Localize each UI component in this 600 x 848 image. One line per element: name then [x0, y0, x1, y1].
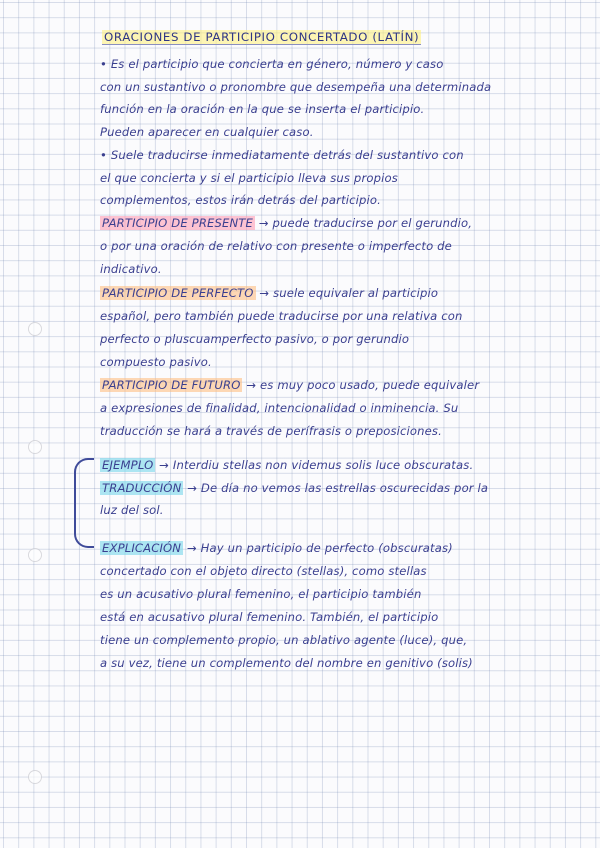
note-line: perfecto o pluscuamperfecto pasivo, o por gerundio: [100, 332, 410, 346]
translation-line: [100, 481, 488, 496]
example-text: → Interdiu stellas non videmus solis luce obscuratas.: [155, 458, 474, 472]
explanation-body-line: está en acusativo plural femenino. También, el participio: [100, 610, 439, 624]
note-line-heading: [100, 286, 438, 301]
note-line: traducción se hará a través de perífrasis o preposiciones.: [100, 424, 442, 438]
participle-type-label: PARTICIPIO DE PRESENTE: [102, 216, 254, 230]
example-label: EJEMPLO: [102, 458, 154, 472]
note-line-heading: [100, 378, 479, 393]
example-line: [100, 458, 473, 473]
note-line-heading: [100, 216, 472, 231]
translation-text: → De día no vemos las estrellas oscurecidas por la: [183, 481, 489, 495]
binder-hole: [28, 548, 42, 562]
binder-hole: [28, 322, 42, 336]
explanation-body-line: a su vez, tiene un complemento del nombre en genitivo (solis): [100, 656, 473, 670]
participle-type-text: → puede traducirse por el gerundio,: [255, 216, 473, 230]
explanation-body-line: concertado con el objeto directo (stellas), como stellas: [100, 564, 427, 578]
participle-type-label: PARTICIPIO DE PERFECTO: [102, 286, 254, 300]
explanation-body-line: es un acusativo plural femenino, el participio también: [100, 587, 422, 601]
note-line: español, pero también puede traducirse por una relativa con: [100, 309, 463, 323]
participle-type-text: → es muy poco usado, puede equivaler: [242, 378, 480, 392]
translation-line-2: [100, 503, 164, 518]
note-line: compuesto pasivo.: [100, 355, 212, 369]
explanation-body-line: tiene un complemento propio, un ablativo agente (luce), que,: [100, 633, 468, 647]
binder-hole: [28, 770, 42, 784]
note-line: función en la oración en la que se inserta el participio.: [100, 102, 425, 116]
explanation-label: EXPLICACIÓN: [102, 541, 182, 555]
note-line: • Es el participio que concierta en género, número y caso: [100, 57, 444, 71]
note-line: el que concierta y si el participio lleva sus propios: [100, 171, 398, 185]
note-line: Pueden aparecer en cualquier caso.: [100, 125, 314, 139]
participle-type-text: → suele equivaler al participio: [255, 286, 439, 300]
page-title: ORACIONES DE PARTICIPIO CONCERTADO (LATÍN): [104, 30, 420, 44]
binder-hole: [28, 440, 42, 454]
translation-label: TRADUCCIÓN: [102, 481, 182, 495]
note-line: indicativo.: [100, 262, 162, 276]
explanation-line: [100, 541, 453, 556]
note-line: o por una oración de relativo con presente o imperfecto de: [100, 239, 452, 253]
note-line: complementos, estos irán detrás del participio.: [100, 193, 381, 207]
participle-type-label: PARTICIPIO DE FUTURO: [102, 378, 241, 392]
translation-text-2: luz del sol.: [100, 503, 164, 517]
example-bracket: [74, 458, 94, 548]
note-line: • Suele traducirse inmediatamente detrás del sustantivo con: [100, 148, 464, 162]
note-line: con un sustantivo o pronombre que desempeña una determinada: [100, 80, 492, 94]
note-line: a expresiones de finalidad, intencionalidad o inminencia. Su: [100, 401, 459, 415]
explanation-text: → Hay un participio de perfecto (obscuratas): [183, 541, 453, 555]
